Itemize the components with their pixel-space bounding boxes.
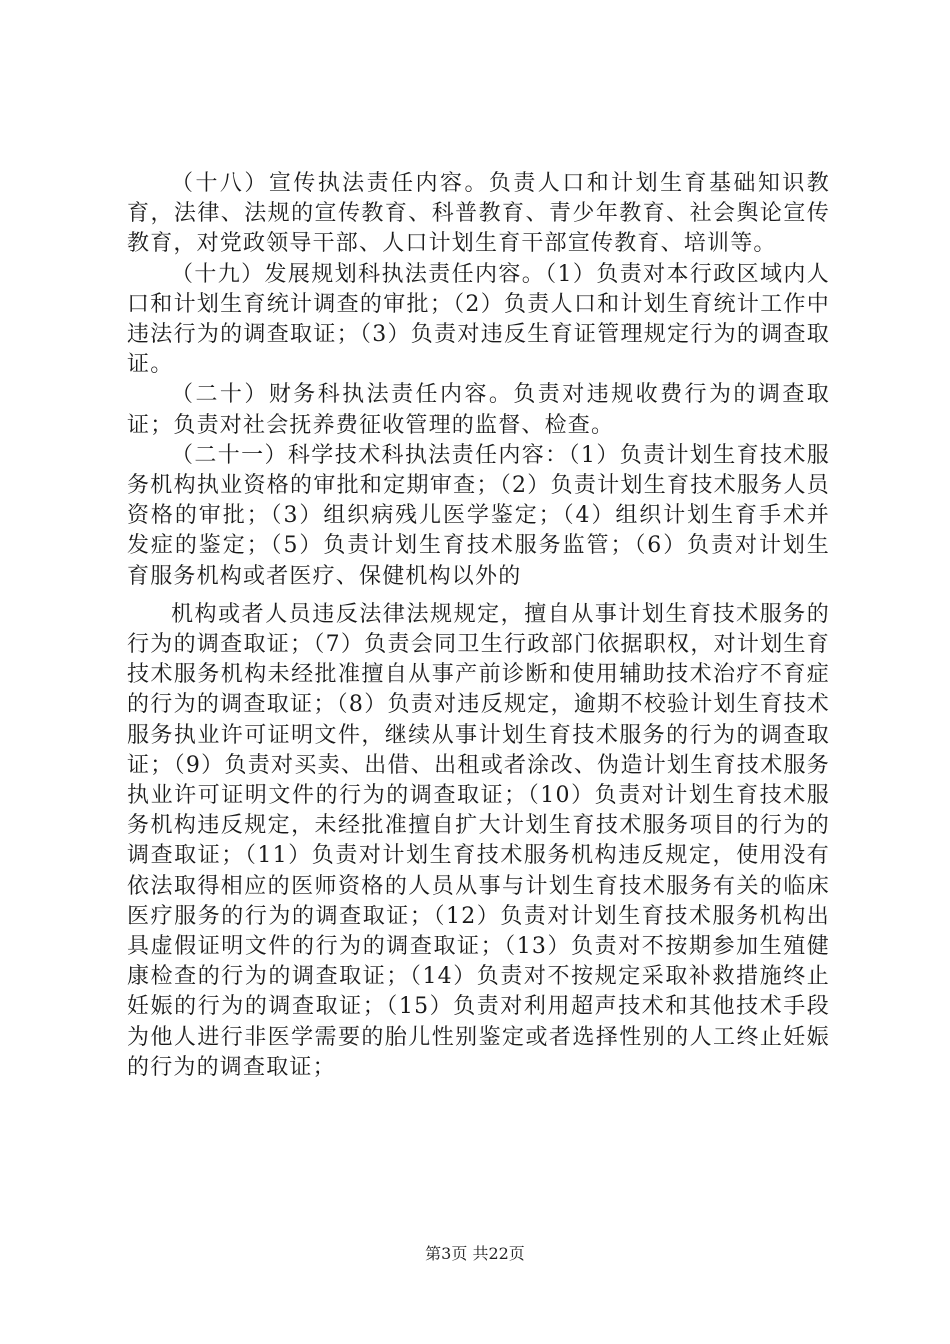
paragraph-19: （十九）发展规划科执法责任内容。（1）负责对本行政区域内人口和计划生育统计调查的审批；（2）负责人口和计划生育统计工作中违法行为的调查取证；（3）负责对违反生育证管理规定行为的调查取证。: [127, 261, 830, 378]
paragraph-18: （十八）宣传执法责任内容。负责人口和计划生育基础知识教育，法律、法规的宣传教育、科普教育、青少年教育、社会舆论宣传教育，对党政领导干部、人口计划生育干部宣传教育、培训等。: [127, 171, 830, 257]
document-body: [127, 169, 830, 1083]
paragraph-21-continued: 机构或者人员违反法律法规规定，擅自从事计划生育技术服务的行为的调查取证；（7）负责会同卫生行政部门依据职权，对计划生育技术服务机构未经批准擅自从事产前诊断和使用辅助技术治疗不育症的行为的调查取证；（8）负责对违反规定，逾期不校验计划生育技术服务执业许可证明文件，继续从事计划生育技术服务的行为的调查取证；（9）负责对买卖、出借、出租或者涂改、伪造计划生育技术服务执业许可证明文件的行为的调查取证；（10）负责对计划生育技术服务机构违反规定，未经批准擅自扩大计划生育技术服务项目的行为的调查取证；（11）负责对计划生育技术服务机构违反规定，使用没有依法取得相应的医师资格的人员从事与计划生育技术服务有关的临床医疗服务的行为的调查取证；（12）负责对计划生育技术服务机构出具虚假证明文件的行为的调查取证；（13）负责对不按期参加生殖健康检查的行为的调查取证；（14）负责对不按规定采取补救措施终止妊娠的行为的调查取证；（15）负责对利用超声技术和其他技术手段为他人进行非医学需要的胎儿性别鉴定或者选择性别的人工终止妊娠的行为的调查取证；: [127, 601, 830, 1080]
paragraph-21: （二十一）科学技术科执法责任内容：（1）负责计划生育技术服务机构执业资格的审批和定期审查；（2）负责计划生育技术服务人员资格的审批；（3）组织病残儿医学鉴定；（4）组织计划生育手术并发症的鉴定；（5）负责计划生育技术服务监管；（6）负责对计划生育服务机构或者医疗、保健机构以外的: [127, 442, 830, 589]
paragraph-20: （二十）财务科执法责任内容。负责对违规收费行为的调查取证；负责对社会抚养费征收管理的监督、检查。: [127, 382, 830, 438]
page-number-footer: 第3页 共22页: [425, 1244, 525, 1263]
